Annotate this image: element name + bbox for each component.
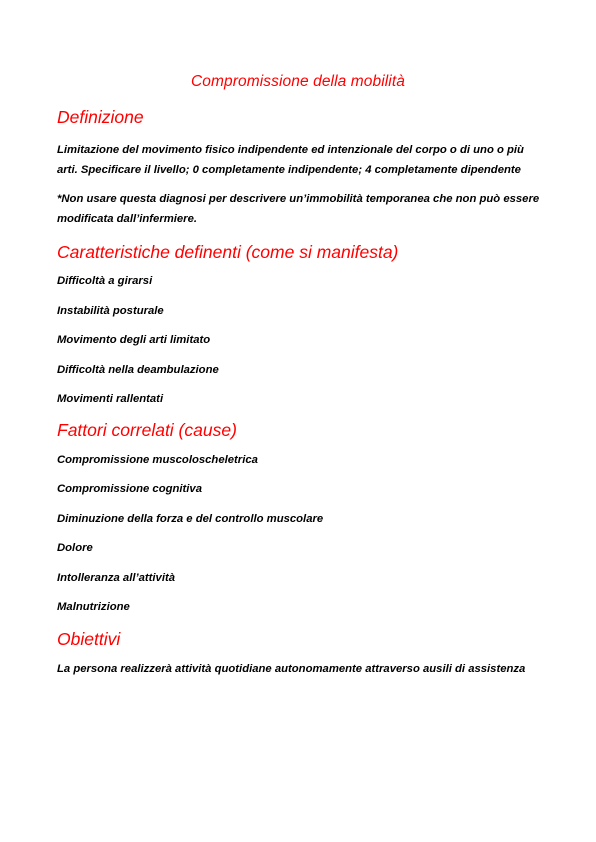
list-item: Malnutrizione — [57, 601, 130, 613]
list-item: Instabilità posturale — [57, 304, 164, 317]
list-item: Movimenti rallentati — [57, 393, 164, 405]
list-item: Compromissione cognitiva — [57, 483, 203, 495]
fattori-list — [57, 451, 547, 618]
caratteristiche-list — [57, 272, 547, 410]
list-item: Difficoltà nella deambulazione — [57, 363, 219, 376]
section-heading-definizione: Definizione — [57, 107, 144, 127]
list-item: Diminuzione della forza e del controllo muscolare — [57, 512, 324, 525]
list-item: Difficoltà a girarsi — [57, 275, 153, 287]
definizione-text: Limitazione del movimento fisico indipendente ed intenzionale del corpo o di uno o più arti. Specificare il livello; 0 completamente indipendente; 4 completamente dipendente — [57, 144, 524, 176]
document-title: Compromissione della mobilità — [191, 73, 405, 90]
list-item: Dolore — [57, 542, 93, 554]
obiettivi-text: La persona realizzerà attività quotidiane autonomamente attraverso ausili di assistenza — [57, 662, 526, 675]
list-item: Intolleranza all’attività — [57, 571, 176, 584]
section-heading-caratteristiche: Caratteristiche definenti (come si manifesta) — [57, 242, 399, 262]
definizione-note: *Non usare questa diagnosi per descrivere un’immobilità temporanea che non può essere modificata dall’infermiere. — [57, 193, 540, 225]
document-body — [57, 106, 547, 679]
section-heading-obiettivi: Obiettivi — [57, 628, 121, 649]
list-item: Compromissione muscoloscheletrica — [57, 453, 258, 466]
list-item: Movimento degli arti limitato — [57, 334, 211, 346]
section-heading-fattori: Fattori correlati (cause) — [57, 419, 237, 440]
